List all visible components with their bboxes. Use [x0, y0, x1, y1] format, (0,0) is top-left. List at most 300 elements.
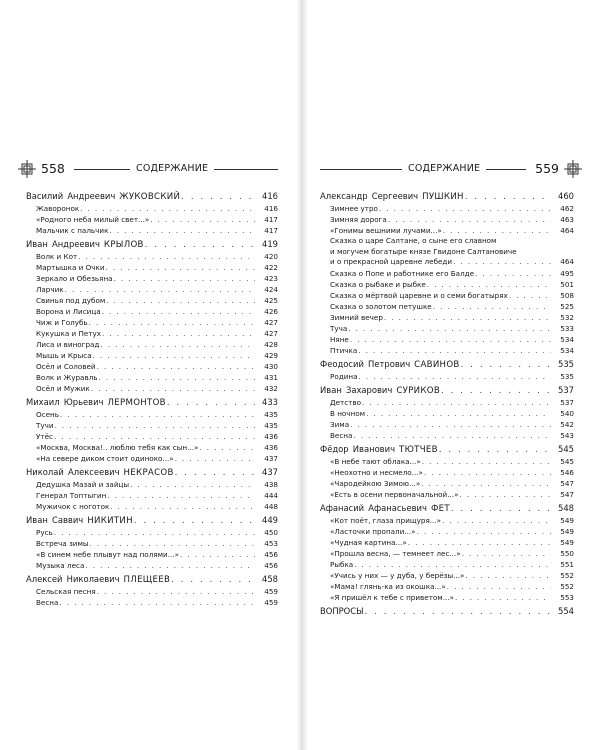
entry-title: Жаворонок: [36, 204, 80, 213]
toc-entry: [26, 317, 278, 328]
dot-leader: [102, 328, 255, 339]
page-ref: 429: [264, 351, 278, 360]
dot-leader: [54, 431, 255, 442]
entry-title: Тучи: [36, 421, 54, 430]
toc-entry: [320, 214, 574, 225]
toc-entry: [26, 372, 278, 383]
dot-leader: [175, 466, 255, 479]
toc-entry: [26, 597, 278, 608]
entry-title: Кукушка и Петух: [36, 329, 102, 338]
author-name: Афанасий Афанасьевич: [320, 502, 427, 513]
dot-leader: [422, 456, 551, 467]
toc-entry: [26, 225, 278, 236]
author-surname: ПУШКИН: [422, 192, 464, 202]
dot-leader: [60, 409, 255, 420]
dot-leader: [379, 203, 551, 214]
toc-entry: [320, 581, 574, 592]
dot-leader: [465, 190, 551, 203]
toc-entry: [26, 501, 278, 512]
entry-title: Мужичок с ноготок: [36, 502, 110, 511]
page-ref: 549: [560, 526, 574, 536]
toc-entry: [320, 537, 574, 548]
entry-title: Зеркало и Обезьяна: [36, 274, 113, 283]
dot-leader: [99, 372, 255, 383]
toc-entry: [320, 467, 574, 478]
author-row: [26, 396, 278, 409]
author-row: [320, 605, 574, 618]
dot-leader: [408, 537, 551, 548]
dot-leader: [365, 605, 551, 618]
entry-title: Мартышка и Очки: [36, 263, 105, 272]
page-ref: 420: [264, 252, 278, 261]
dot-leader: [509, 290, 551, 301]
toc-entry: [26, 431, 278, 442]
page-ref: 450: [264, 528, 278, 537]
entry-title: Ларчик: [36, 285, 64, 294]
toc-entry: [320, 345, 574, 356]
entry-title: В ночном: [330, 408, 366, 418]
toc-entry: [26, 214, 278, 225]
page-ref: 427: [264, 318, 278, 327]
author-surname: КРЫЛОВ: [103, 240, 144, 250]
dot-leader: [110, 501, 255, 512]
page-title: СОДЕРЖАНИЕ: [402, 160, 486, 178]
page-ref: 417: [264, 215, 278, 224]
dot-leader: [55, 420, 255, 431]
dot-leader: [106, 295, 255, 306]
entry-title: Рыбка: [330, 559, 354, 569]
toc-entry: [320, 559, 574, 570]
author-row: [26, 466, 278, 479]
page-ref: 417: [264, 226, 278, 235]
entry-title: Генерал Топтыгин: [36, 491, 107, 500]
dot-leader: [417, 526, 551, 537]
page-ref: 462: [560, 204, 574, 213]
page-ref: 460: [558, 191, 574, 201]
page-ref: 552: [560, 570, 574, 580]
toc-entry: [26, 361, 278, 372]
toc-entry: [26, 273, 278, 284]
dot-leader: [451, 502, 551, 515]
dot-leader: [90, 538, 255, 549]
author-surname: ПЛЕЩЕЕВ: [123, 575, 171, 585]
dot-leader: [465, 570, 551, 581]
entry-title: Встреча зимы: [36, 539, 89, 548]
dot-leader: [384, 312, 551, 323]
author-surname: НИКИТИН: [87, 516, 133, 526]
author-row: [26, 514, 278, 527]
page-ref: 549: [560, 537, 574, 547]
dot-leader: [424, 467, 551, 478]
author-name: Михаил Юрьевич: [26, 397, 104, 407]
entry-title: Волк и Журавль: [36, 373, 98, 382]
entry-title: «Неохотно и несмело...»: [330, 467, 423, 477]
author-row: [320, 190, 574, 203]
toc-right: [320, 190, 574, 618]
toc-entry: [320, 408, 574, 419]
dot-leader: [199, 442, 255, 453]
toc-entry: [320, 334, 574, 345]
entry-title-line: Сказка о царе Салтане, о сыне его славном: [330, 236, 497, 245]
entry-title: «Я пришёл к тебе с приветом...»: [330, 592, 454, 602]
author-name: Николай Алексеевич: [26, 467, 120, 477]
dot-leader: [145, 238, 255, 251]
dot-leader: [388, 214, 551, 225]
dot-leader: [78, 251, 255, 262]
page-ref: 444: [264, 491, 278, 500]
dot-leader: [447, 581, 551, 592]
page-ref: 431: [264, 373, 278, 382]
dot-leader: [65, 284, 255, 295]
toc-entry: [26, 409, 278, 420]
author-surname: НЕКРАСОВ: [123, 468, 174, 478]
author-surname: ЛЕРМОНТОВ: [107, 398, 166, 408]
author-row: [26, 190, 278, 203]
page-ref: 535: [560, 371, 574, 381]
dot-leader: [93, 350, 255, 361]
page-ref: 464: [560, 226, 574, 235]
toc-entry: [26, 339, 278, 350]
author-surname: ЖУКОВСКИЙ: [119, 192, 181, 202]
entry-title: Сказка о Попе и работнике его Балде: [330, 268, 475, 278]
author-name: Фёдор Иванович: [320, 443, 396, 454]
toc-entry: [320, 570, 574, 581]
entry-title: «Москва, Москва!.. люблю тебя как сын...»: [36, 443, 199, 452]
page-ref: 438: [264, 480, 278, 489]
page-ref: 543: [560, 430, 574, 440]
dot-leader: [353, 430, 551, 441]
dot-leader: [442, 515, 551, 526]
entry-title: «Кот поёт, глаза прищуря...»: [330, 515, 442, 525]
dot-leader: [421, 478, 551, 489]
toc-section: [26, 573, 278, 608]
page-ref: 459: [264, 598, 278, 607]
left-page: [26, 160, 278, 610]
page-ref: 459: [264, 587, 278, 596]
toc-entry: [320, 203, 574, 214]
entry-title: Птичка: [330, 345, 358, 355]
toc-entry: [320, 592, 574, 603]
toc-entry: [320, 456, 574, 467]
page-ref: 545: [558, 443, 574, 454]
page-ref: 546: [560, 467, 574, 477]
page-ref: 427: [264, 329, 278, 338]
page-ref: 453: [264, 539, 278, 548]
dot-leader: [167, 396, 255, 409]
dot-leader: [366, 408, 551, 419]
dot-leader: [443, 225, 551, 236]
page-ref: 423: [264, 274, 278, 283]
dot-leader: [433, 301, 551, 312]
dot-leader: [175, 453, 255, 464]
toc-entry: [26, 306, 278, 317]
page-ref: 554: [558, 605, 574, 616]
author-row: [320, 502, 574, 515]
entry-title: «Чародейкою Зимою...»: [330, 478, 421, 488]
dot-leader: [453, 257, 551, 268]
entry-title: Сельская песня: [36, 587, 96, 596]
entry-title: Русь: [36, 528, 53, 537]
page-title: СОДЕРЖАНИЕ: [130, 160, 214, 178]
dot-leader: [171, 573, 255, 586]
toc-section: [320, 605, 574, 618]
toc-entry: [320, 290, 574, 301]
toc-section: [320, 502, 574, 603]
page-ref: 547: [560, 489, 574, 499]
page-ref: 537: [558, 384, 574, 395]
page-ref: 532: [560, 312, 574, 322]
page-ref: 416: [264, 204, 278, 213]
dot-leader: [102, 306, 255, 317]
toc-section: [26, 466, 278, 512]
toc-entry: [320, 268, 574, 279]
entry-title: Туча: [330, 323, 348, 333]
dot-leader: [180, 549, 255, 560]
dot-leader: [114, 273, 255, 284]
entry-title: «В небе тают облака...»: [330, 456, 421, 466]
page-ref: 542: [560, 419, 574, 429]
toc-entry: [320, 225, 574, 236]
dot-leader: [91, 383, 255, 394]
toc-section: [26, 238, 278, 394]
page-ref: 550: [560, 548, 574, 558]
author-name: ВОПРОСЫ: [320, 605, 364, 616]
page-ref: 547: [560, 478, 574, 488]
toc-entry: [26, 350, 278, 361]
toc-entry: [26, 453, 278, 464]
page-ref: 448: [264, 502, 278, 511]
entry-title: Детство: [330, 397, 361, 407]
toc-entry: [320, 371, 574, 382]
page-ref: 433: [262, 397, 278, 407]
author-surname: САВИНОВ: [414, 359, 460, 370]
toc-entry: [26, 586, 278, 597]
entry-title: Волк и Кот: [36, 252, 78, 261]
dot-leader: [462, 548, 551, 559]
page-ref: 463: [560, 215, 574, 224]
toc-entry: [320, 515, 574, 526]
page-number: 558: [38, 161, 68, 177]
entry-title: Мальчик с пальчик: [36, 226, 109, 235]
page-ref: 437: [262, 467, 278, 477]
author-name: Алексей Николаевич: [26, 574, 120, 584]
entry-title: «Прошла весна, — темнеет лес...»: [330, 548, 461, 558]
toc-section: [320, 190, 574, 356]
entry-title: Осень: [36, 410, 59, 419]
author-name: Василий Андреевич: [26, 191, 116, 201]
toc-entry: [26, 383, 278, 394]
dot-leader: [106, 262, 255, 273]
page-ref: 495: [560, 268, 574, 278]
dot-leader: [348, 323, 551, 334]
toc-entry: [26, 251, 278, 262]
dot-leader: [358, 371, 551, 382]
toc-section: [26, 514, 278, 571]
toc-entry: [320, 312, 574, 323]
page-ref: 422: [264, 263, 278, 272]
entry-title: «На севере диком стоит одиноко...»: [36, 454, 174, 463]
author-surname: ТЮТЧЕВ: [399, 444, 438, 455]
page-ref: 534: [560, 345, 574, 355]
entry-title: Осёл и Соловей: [36, 362, 96, 371]
toc-section: [26, 396, 278, 464]
page-ref: 553: [560, 592, 574, 602]
entry-title: «Есть в осени первоначальной...»: [330, 489, 459, 499]
entry-title: Сказка о золотом петушке: [330, 301, 432, 311]
entry-title: Сказка о мёртвой царевне и о семи богатырях: [330, 290, 508, 300]
page-ref: 552: [560, 581, 574, 591]
page-ref: 456: [264, 561, 278, 570]
entry-title: Зимнее утро: [330, 204, 378, 213]
page-ref: 426: [264, 307, 278, 316]
entry-title: «Гонимы вешними лучами...»: [330, 226, 442, 235]
dot-leader: [97, 361, 255, 372]
toc-entry: [26, 538, 278, 549]
entry-title: Няне: [330, 334, 349, 344]
dot-leader: [354, 559, 551, 570]
entry-title: Ворона и Лисица: [36, 307, 101, 316]
dot-leader: [100, 339, 255, 350]
author-row: [320, 384, 574, 397]
toc-entry: [26, 284, 278, 295]
right-page-header: [320, 160, 574, 180]
entry-title: «Родного неба милый свет...»: [36, 215, 150, 224]
entry-last-line: [330, 257, 574, 268]
dot-leader: [441, 384, 551, 397]
page-ref: 432: [264, 384, 278, 393]
dot-leader: [59, 597, 255, 608]
dot-leader: [461, 358, 551, 371]
page-ref: 508: [560, 290, 574, 300]
toc-entry: [320, 526, 574, 537]
toc-entry: [26, 549, 278, 560]
toc-entry: [320, 236, 574, 268]
page-ref: 551: [560, 559, 574, 569]
dot-leader: [427, 279, 551, 290]
right-page: [320, 160, 574, 620]
entry-title: Лиса и виноград: [36, 340, 100, 349]
page-ref: 458: [262, 574, 278, 584]
toc-entry: [26, 262, 278, 273]
entry-title: «Мама! глянь-ка из окошка...»: [330, 581, 446, 591]
author-surname: ФЕТ: [430, 503, 450, 514]
page-number: 559: [532, 161, 562, 177]
page-ref: 416: [262, 191, 278, 201]
page-ref: 545: [560, 456, 574, 466]
toc-section: [26, 190, 278, 236]
dot-leader: [350, 334, 551, 345]
book-gutter: [296, 0, 308, 750]
author-row: [26, 573, 278, 586]
toc-entry: [320, 478, 574, 489]
toc-section: [320, 384, 574, 441]
page-ref: 535: [558, 358, 574, 369]
author-row: [320, 443, 574, 456]
entry-title: Чиж и Голубь: [36, 318, 88, 327]
page-ref: 548: [558, 502, 574, 513]
page-ref: 464: [560, 257, 574, 266]
author-surname: СУРИКОВ: [396, 385, 441, 396]
page-ref: 435: [264, 421, 278, 430]
page-ref: 537: [560, 397, 574, 407]
page-ref: 525: [560, 301, 574, 311]
author-row: [320, 358, 574, 371]
dot-leader: [181, 190, 255, 203]
page-ref: 428: [264, 340, 278, 349]
toc-entry: [26, 420, 278, 431]
page-ref: 540: [560, 408, 574, 418]
dot-leader: [80, 203, 255, 214]
dot-leader: [54, 527, 255, 538]
dot-leader: [109, 225, 255, 236]
dot-leader: [134, 514, 255, 527]
entry-title: Весна: [36, 598, 59, 607]
entry-title: Весна: [330, 430, 353, 440]
dot-leader: [459, 489, 551, 500]
dot-leader: [107, 490, 255, 501]
page-ref: 449: [262, 515, 278, 525]
entry-title: Зимний вечер: [330, 312, 383, 322]
toc-entry: [320, 548, 574, 559]
entry-title: Родина: [330, 371, 358, 381]
dot-leader: [455, 592, 551, 603]
page-ref: 425: [264, 296, 278, 305]
page-ref: 549: [560, 515, 574, 525]
page-ref: 436: [264, 432, 278, 441]
toc-entry: [320, 323, 574, 334]
entry-title: «В синем небе плывут над полями...»: [36, 550, 179, 559]
author-name: Иван Захарович: [320, 384, 393, 395]
entry-title-line: и могучем богатыре князе Гвидоне Салтановиче: [330, 246, 517, 256]
corner-ornament-icon: [562, 158, 584, 180]
toc-entry: [320, 279, 574, 290]
toc-left: [26, 190, 278, 608]
toc-section: [320, 443, 574, 500]
dot-leader: [85, 560, 255, 571]
author-name: Иван Андреевич: [26, 239, 100, 249]
entry-title-line: и о прекрасной царевне лебеди: [330, 257, 453, 266]
author-name: Александр Сергеевич: [320, 191, 419, 201]
toc-entry: [26, 479, 278, 490]
entry-title: Мышь и Крыса: [36, 351, 92, 360]
toc-entry: [26, 328, 278, 339]
entry-title: «Учись у них — у дуба, у берёзы...»: [330, 570, 465, 580]
entry-title: «Ласточки пропали...»: [330, 526, 416, 536]
toc-entry: [26, 203, 278, 214]
entry-title: Осёл и Мужик: [36, 384, 90, 393]
dot-leader: [350, 419, 551, 430]
dot-leader: [362, 397, 551, 408]
toc-entry: [26, 490, 278, 501]
page-ref: 534: [560, 334, 574, 344]
entry-title: Музыка леса: [36, 561, 85, 570]
dot-leader: [89, 317, 255, 328]
toc-entry: [320, 301, 574, 312]
entry-title: Свинья под дубом: [36, 296, 106, 305]
toc-entry: [320, 419, 574, 430]
dot-leader: [358, 345, 551, 356]
page-ref: 437: [264, 454, 278, 463]
entry-title: Сказка о рыбаке и рыбке: [330, 279, 426, 289]
entry-title: Зимняя дорога: [330, 215, 387, 224]
toc-entry: [26, 442, 278, 453]
page-ref: 435: [264, 410, 278, 419]
toc-entry: [320, 430, 574, 441]
page-ref: 424: [264, 285, 278, 294]
dot-leader: [475, 268, 551, 279]
toc-entry: [26, 295, 278, 306]
toc-entry: [26, 560, 278, 571]
